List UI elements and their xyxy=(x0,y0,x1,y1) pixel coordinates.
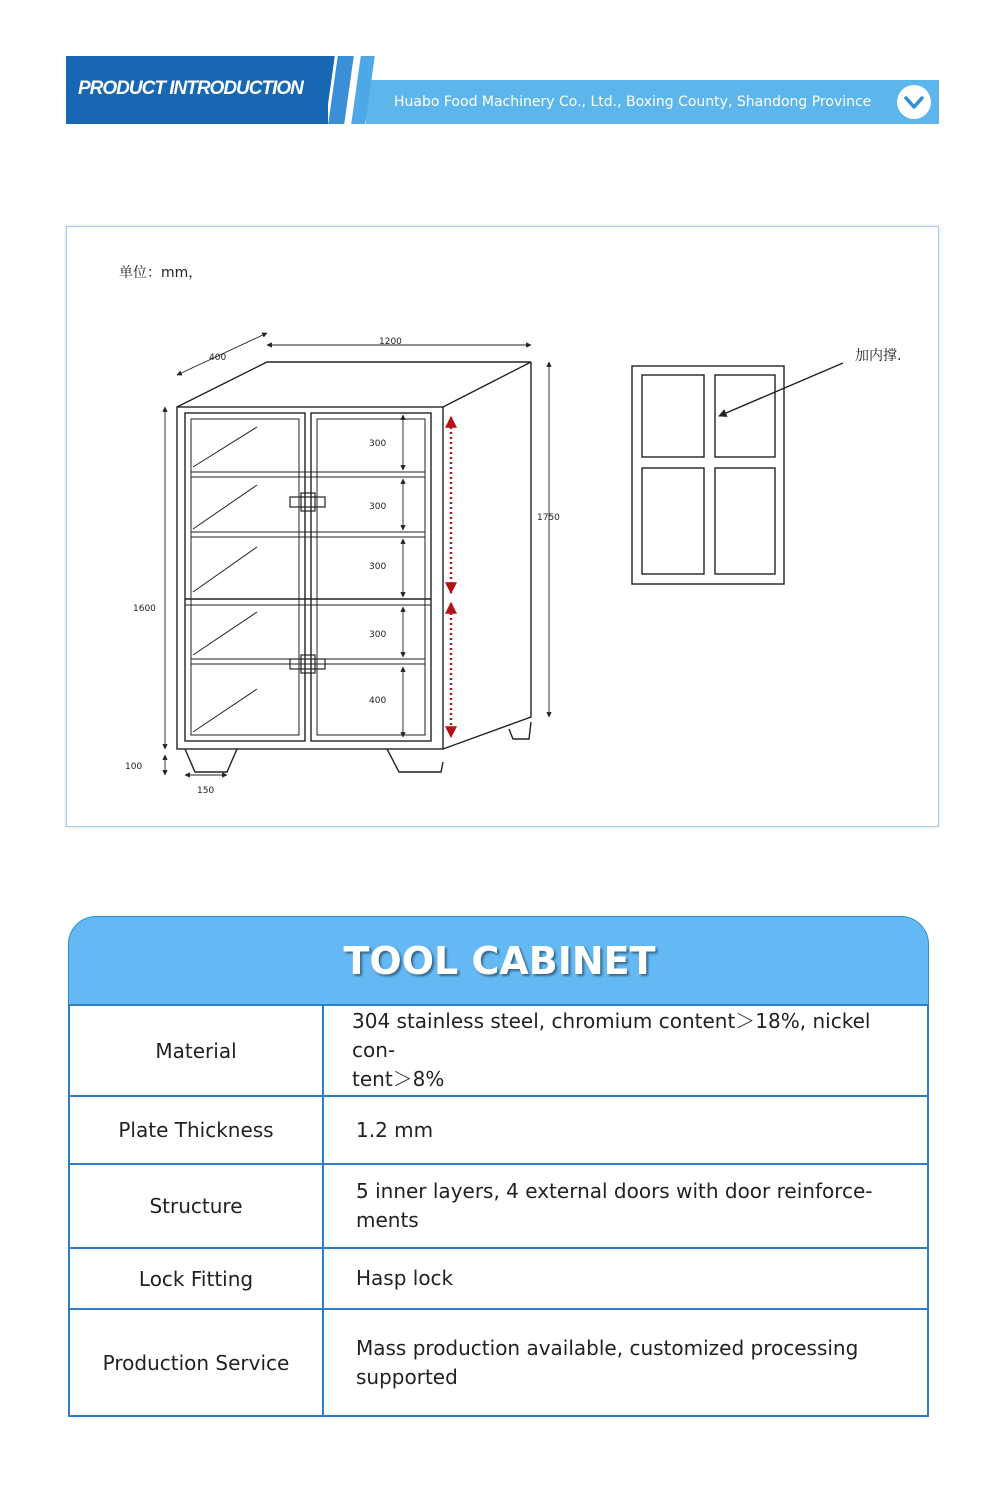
dim-layer: 400 xyxy=(369,696,387,706)
spec-table xyxy=(68,916,929,1414)
cabinet-line-drawing xyxy=(67,227,938,826)
dim-body-height: 1600 xyxy=(133,604,156,614)
cabinet-drawing xyxy=(66,226,939,827)
table-row xyxy=(69,1309,928,1416)
dim-leg-height: 100 xyxy=(125,762,143,772)
spec-value: Mass production available, customized processing supported xyxy=(323,1309,928,1416)
company-name: Huabo Food Machinery Co., Ltd., Boxing County, Shandong Province xyxy=(394,94,872,110)
dim-layer: 300 xyxy=(369,562,387,572)
table-row xyxy=(69,1096,928,1164)
unit-label: 单位：mm， xyxy=(119,265,203,281)
spec-key: Material xyxy=(69,1005,323,1096)
header-banner xyxy=(66,56,939,124)
section-title: PRODUCT INTRODUCTION xyxy=(78,78,303,99)
spec-key: Lock Fitting xyxy=(69,1248,323,1309)
spec-key: Plate Thickness xyxy=(69,1096,323,1164)
spec-title: TOOL CABINET xyxy=(343,939,656,983)
brace-note: 加内撑. xyxy=(855,348,902,364)
chevron-down-icon[interactable] xyxy=(897,85,931,119)
spec-grid xyxy=(68,1004,929,1417)
dim-layer: 300 xyxy=(369,439,387,449)
dim-width: 1200 xyxy=(379,337,402,347)
dim-total-height: 1750 xyxy=(537,513,560,523)
spec-key: Structure xyxy=(69,1164,323,1248)
spec-header xyxy=(68,916,929,1004)
table-row xyxy=(69,1164,928,1248)
spec-value: 1.2 mm xyxy=(323,1096,928,1164)
table-row xyxy=(69,1005,928,1096)
spec-value: Hasp lock xyxy=(323,1248,928,1309)
dim-layer: 300 xyxy=(369,502,387,512)
dim-layer: 300 xyxy=(369,630,387,640)
spec-key: Production Service xyxy=(69,1309,323,1416)
table-row xyxy=(69,1248,928,1309)
spec-value: 5 inner layers, 4 external doors with door reinforce- ments xyxy=(323,1164,928,1248)
dim-leg-width: 150 xyxy=(197,786,215,796)
spec-value: 304 stainless steel, chromium content＞18%, nickel con- tent＞8% xyxy=(323,1005,928,1096)
dim-depth: 400 xyxy=(209,353,227,363)
